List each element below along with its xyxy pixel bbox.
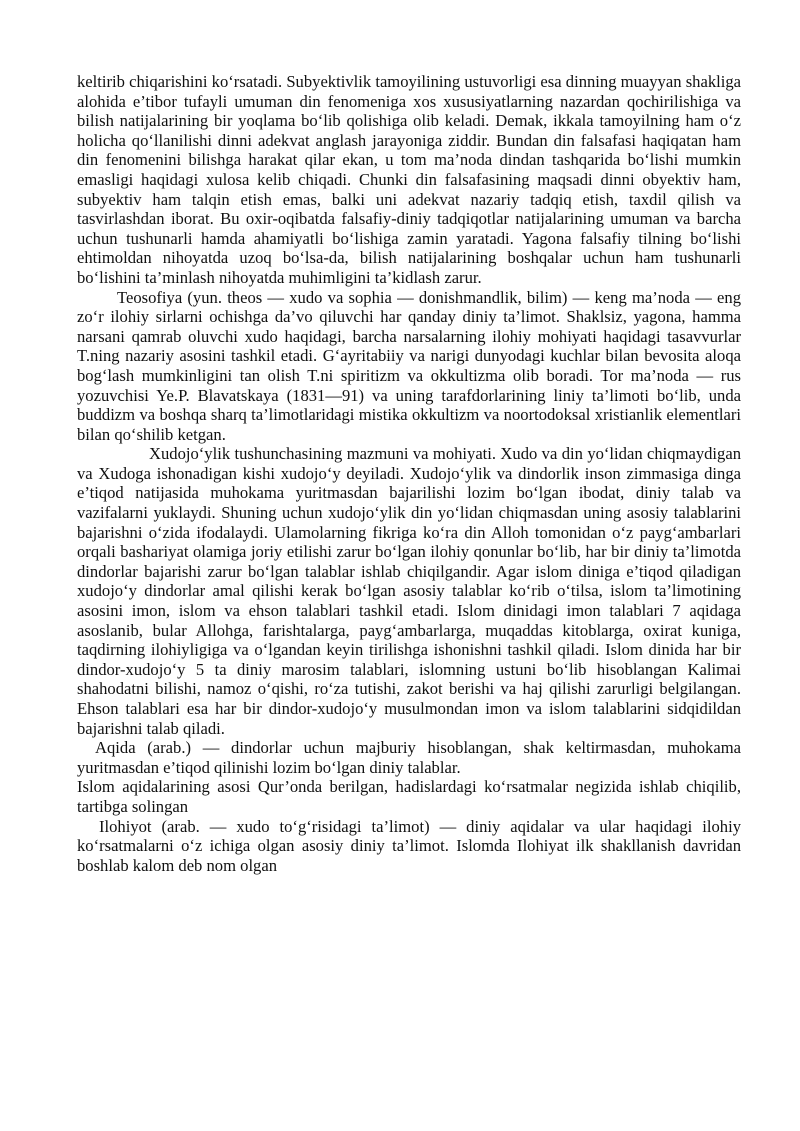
paragraph-aqida: Aqida (arab.) — dindorlar uchun majburiy hisoblangan, shak keltirmasdan, muhokama yuritmasdan e’tiqod qilinishi lozim bo‘lgan diniy talablar. [77, 738, 741, 777]
document-page [77, 72, 741, 875]
paragraph-islom-aqidalari: Islom aqidalarining asosi Qur’onda berilgan, hadislardagi ko‘rsatmalar negizida ishlab chiqilib, tartibga solingan [77, 777, 741, 816]
paragraph-xudojoylik: Xudojo‘ylik tushunchasining mazmuni va mohiyati. Xudo va din yo‘lidan chiqmaydigan va Xudoga ishonadigan kishi xudojo‘y deyiladi. Xudojo‘ylik va dindorlik inson zimmasiga dinga e’tiqod natijasida muhokama yuritmasdan bajarilishi lozim bo‘lgan ibodat, diniy talab va vazifalarni yuklaydi. Shuning uchun xudojo‘ylik din yo‘lidan chiqmasdan uning asosiy talablarini bajarishni o‘zida ifodalaydi. Ulamolarning fikriga ko‘ra din Alloh tomonidan o‘z payg‘ambarlari orqali bashariyat olamiga joriy etilishi zarur bo‘lgan ilohiy qonunlar bo‘lib, har bir diniy ta’limotda dindorlar bajarishi zarur bo‘lgan talablar ishlab chiqilgandir. Agar islom diniga e’tiqod qiladigan xudojo‘y dindorlar amal qilishi kerak bo‘lgan asosiy talablar ko‘rib o‘tilsa, islom ta’limotining asosini imon, islom va ehson talablari tashkil etadi. Islom dinidagi imon talablari 7 aqidaga asoslanib, bular Allohga, farishtalarga, payg‘ambarlarga, muqaddas kitoblarga, oxirat kuniga, taqdirning ilohiyligiga va o‘lgandan keyin tirilishga ishonishni tashkil qiladi. Islom dinida har bir dindor-xudojo‘y 5 ta diniy marosim talablari, islomning ustuni bo‘lib hisoblangan Kalimai shahodatni bilishi, namoz o‘qishi, ro‘za tutishi, zakot berishi va haj qilishi zarurligi belgilangan. Ehson talablari esa har bir dindor-xudojo‘y musulmondan imon va islom talablarini sidqidildan bajarishni talab qiladi. [77, 444, 741, 738]
paragraph-teosofiya: Teosofiya (yun. theos — xudo va sophia — donishmandlik, bilim) — keng ma’noda — eng zo‘r ilohiy sirlarni ochishga da’vo qiluvchi har qanday diniy ta’limot. Shaklsiz, yagona, hamma narsani qamrab oluvchi xudo haqidagi, barcha narsalarning ilohiy mohiyati haqidagi tasavvurlar T.ning nazariy asosini tashkil etadi. G‘ayritabiiy va narigi dunyodagi kuchlar bilan bevosita aloqa bog‘lash mumkinligini tan olish T.ni spiritizm va okkultizma olib boradi. Tor ma’noda — rus yozuvchisi Ye.P. Blavatskaya (1831—91) va uning tarafdorlarining liniy ta’limoti bo‘lib, unda buddizm va boshqa sharq ta’limotlaridagi mistika okkultizm va noortodoksal xristianlik elementlari bilan qo‘shilib ketgan. [77, 287, 741, 444]
paragraph-ilohiyot: Ilohiyot (arab. — xudo to‘g‘risidagi ta’limot) — diniy aqidalar va ular haqidagi ilohiy ko‘rsatmalarni o‘z ichiga olgan asosiy diniy ta’limot. Islomda Ilohiyat ilk shakllanish davridan boshlab kalom deb nom olgan [77, 816, 741, 875]
paragraph-din-falsafasi: keltirib chiqarishini ko‘rsatadi. Subyektivlik tamoyilining ustuvorligi esa dinning muayyan shakliga alohida e’tibor tufayli umuman din fenomeniga xos xususiyatlarning nazardan qochirilishiga va bilish natijalarining bir yoqlama bo‘lib qolishiga olib keladi. Demak, ikkala tamoyilning ham o‘z holicha qo‘llanilishi dinni adekvat anglash jarayoniga ziddir. Bundan din falsafasi haqiqatan ham din fenomenini bilishga harakat qilar ekan, u tom ma’noda dindan tashqarida bo‘lishi mumkin emasligi haqidagi xulosa kelib chiqadi. Chunki din falsafasining maqsadi dinni obyektiv ham, subyektiv ham talqin etish emas, balki uni adekvat nazariy tadqiq etish, taxdil qilish va tasvirlashdan iborat. Bu oxir-oqibatda falsafiy-diniy tadqiqotlar natijalarining umuman va barcha uchun tushunarli hamda ahamiyatli bo‘lishiga zamin yaratadi. Yagona falsafiy tilning bo‘lishi ehtimoldan nihoyatda uzoq bo‘lsa-da, bilish natijalarining boshqalar uchun ham tushunarli bo‘lishini ta’minlash nihoyatda muhimligini ta’kidlash zarur. [77, 72, 741, 287]
